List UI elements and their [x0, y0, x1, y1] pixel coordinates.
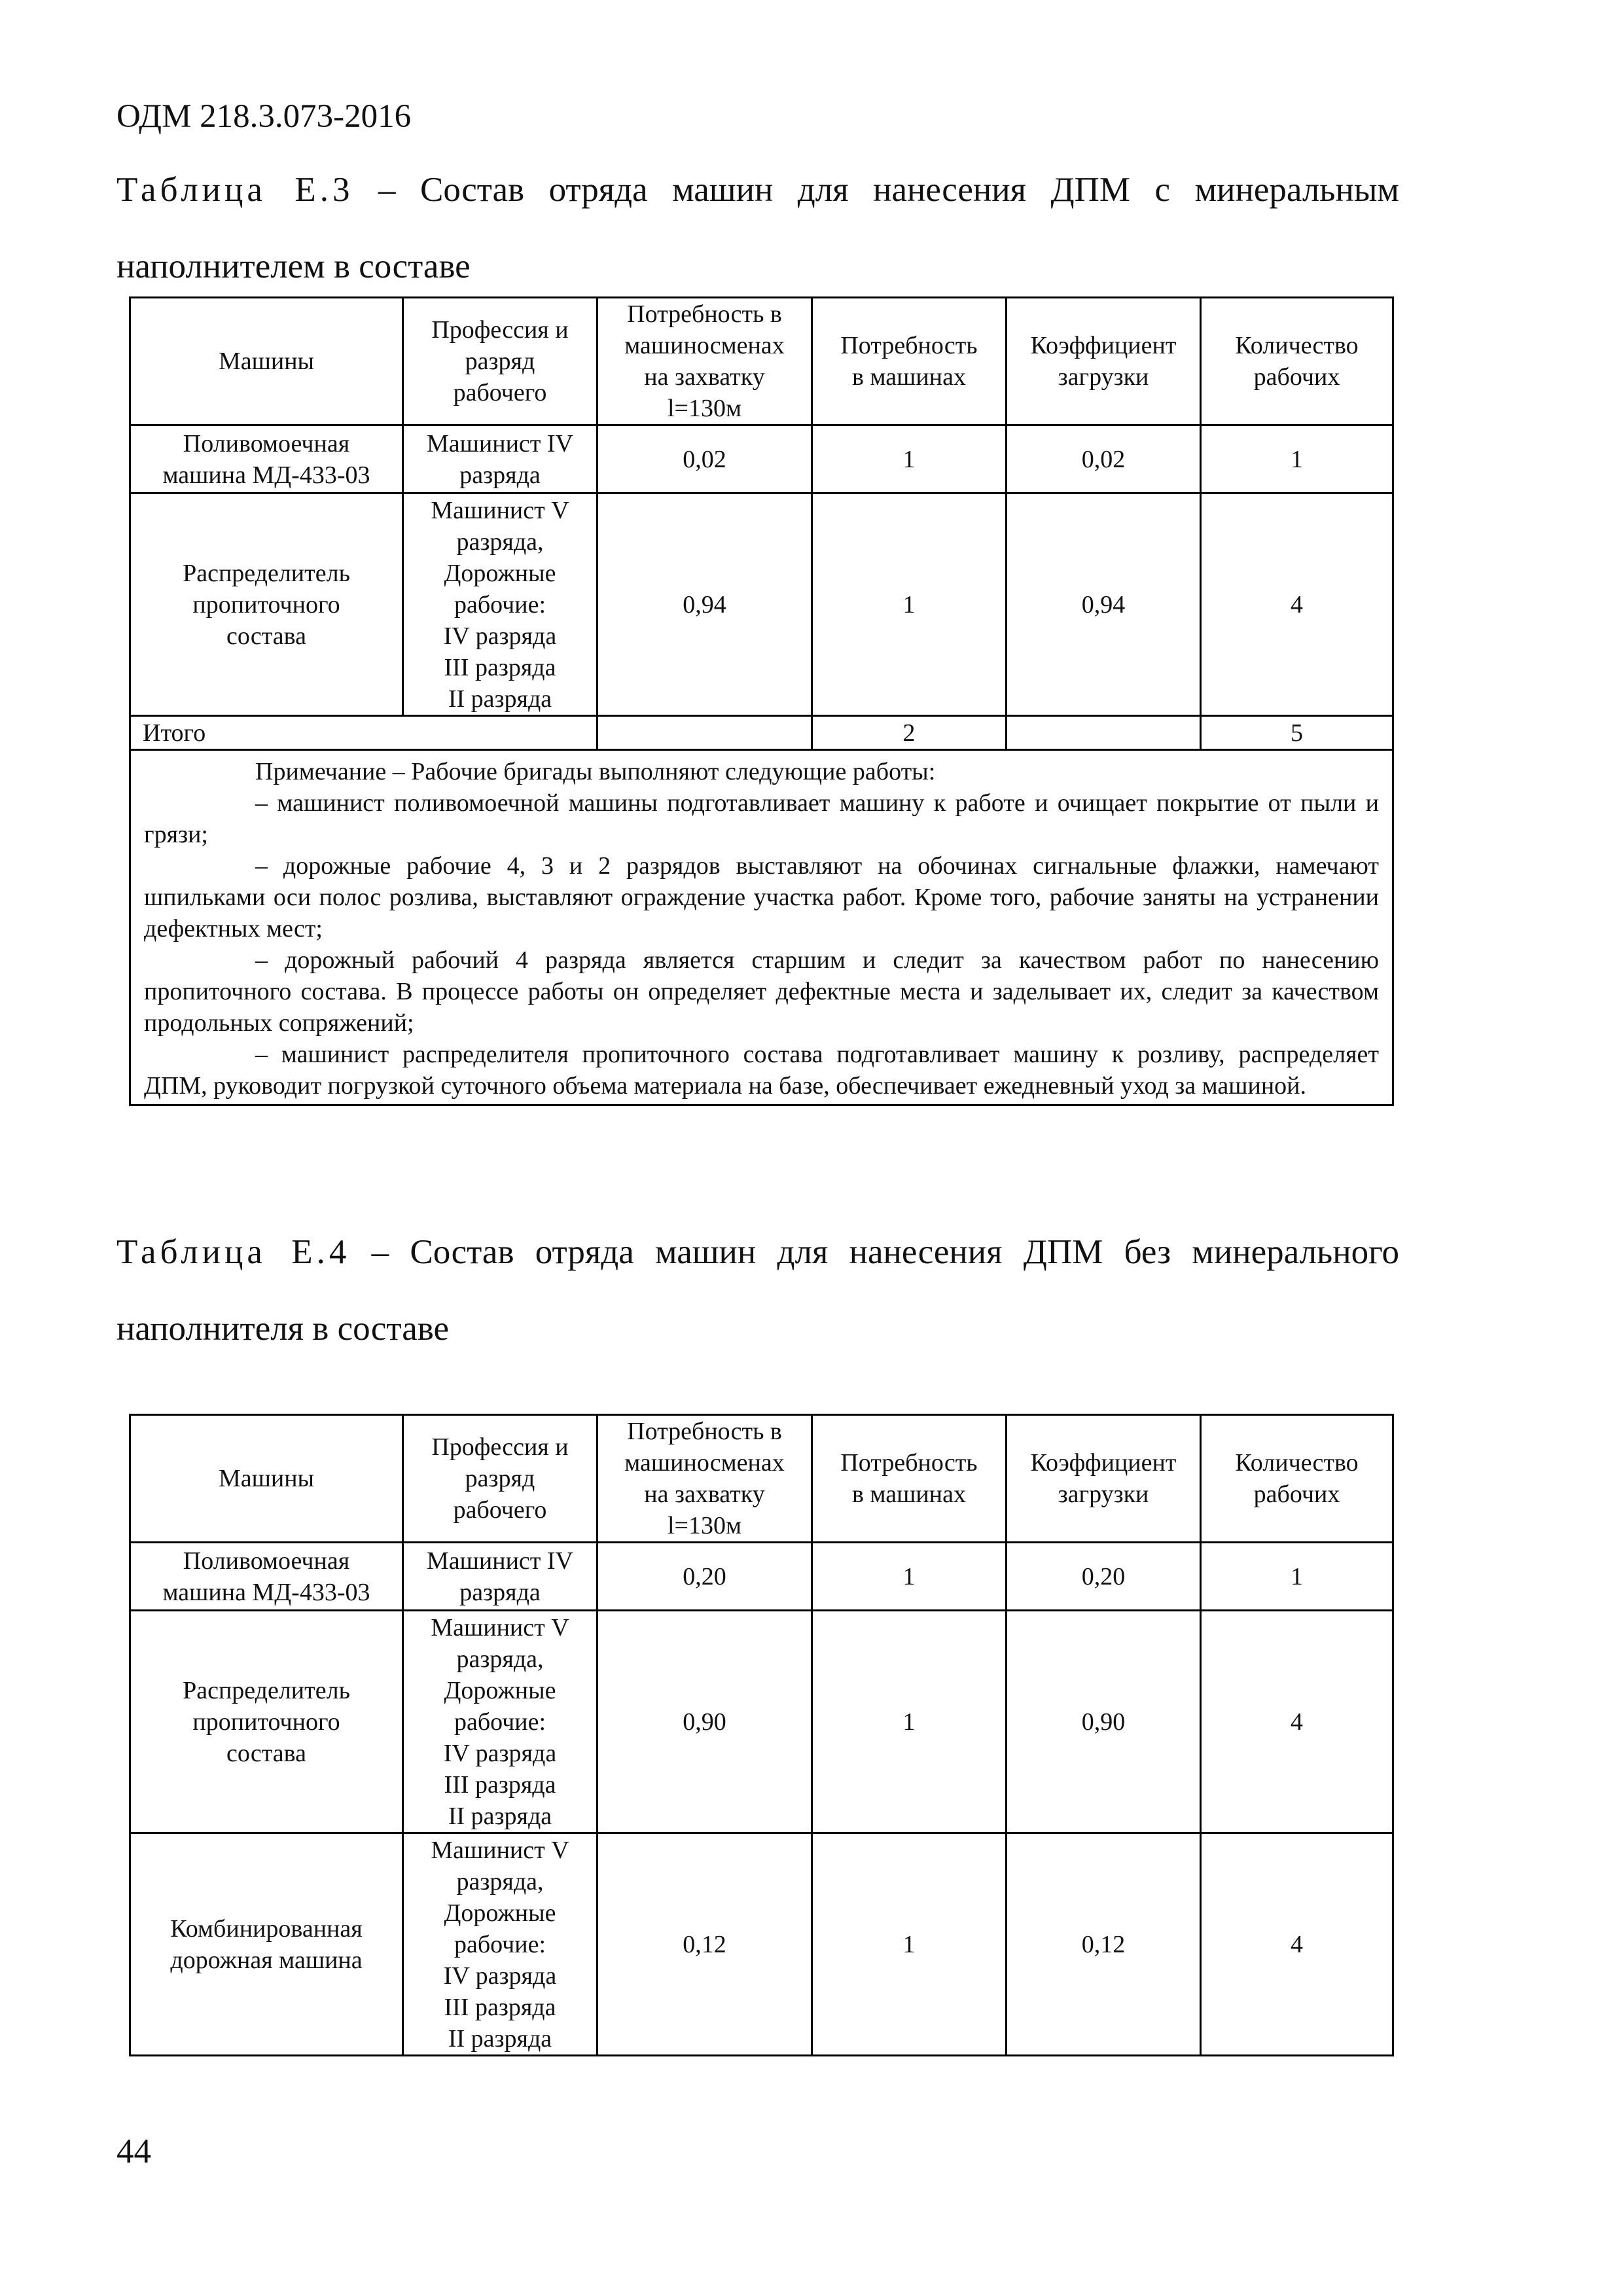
- header-workers: Количество рабочих: [1201, 298, 1393, 425]
- cell-load: 0,20: [1007, 1543, 1201, 1611]
- header-load-factor: Коэффициент загрузки: [1007, 1415, 1201, 1543]
- total-shifts: [597, 716, 812, 750]
- cell-load: 0,90: [1007, 1611, 1201, 1833]
- cell-profession: Машинист V разряда, Дорожные рабочие: IV разряда III разряда II разряда: [403, 1611, 597, 1833]
- note-item: – дорожный рабочий 4 разряда является старшим и следит за качеством работ по нанесению пропиточного состава. В процессе работы он определяет дефектные места и заделывает их, следит за качеством продольных сопряжений;: [144, 946, 1379, 1037]
- cell-workers: 1: [1201, 425, 1393, 493]
- table-e3-caption-label: Таблица Е.3: [116, 171, 354, 209]
- table-e3-caption-text: – Состав отряда машин для нанесения ДПМ с минеральным наполнителем в составе: [116, 171, 1399, 285]
- cell-machine: Распределитель пропиточного состава: [130, 1611, 403, 1833]
- total-label: Итого: [130, 716, 597, 750]
- table-e4: [129, 1414, 1394, 2056]
- table-e3: [129, 296, 1394, 1106]
- table-row: [130, 1833, 1393, 2056]
- cell-machine: Поливомоечная машина МД-433-03: [130, 1543, 403, 1611]
- cell-profession: Машинист V разряда, Дорожные рабочие: IV разряда III разряда II разряда: [403, 1833, 597, 2056]
- header-profession: Профессия и разряд рабочего: [403, 1415, 597, 1543]
- cell-machine: Поливомоечная машина МД-433-03: [130, 425, 403, 493]
- cell-workers: 4: [1201, 493, 1393, 716]
- cell-workers: 4: [1201, 1833, 1393, 2056]
- note-item: – машинист поливомоечной машины подготавливает машину к работе и очищает покрытие от пыли и грязи;: [144, 789, 1379, 848]
- total-count: 2: [812, 716, 1007, 750]
- cell-load: 0,94: [1007, 493, 1201, 716]
- cell-workers: 4: [1201, 1611, 1393, 1833]
- header-need-shifts: Потребность в машиносменах на захватку l=130м: [597, 1415, 812, 1543]
- cell-workers: 1: [1201, 1543, 1393, 1611]
- cell-shifts: 0,02: [597, 425, 812, 493]
- header-load-factor: Коэффициент загрузки: [1007, 298, 1201, 425]
- note-item: – дорожные рабочие 4, 3 и 2 разрядов выставляют на обочинах сигнальные флажки, намечают шпильками оси полос розлива, выставляют ограждение участка работ. Кроме того, рабочие заняты на устранении дефектных мест;: [144, 852, 1379, 942]
- table-e4-caption-label: Таблица Е.4: [116, 1233, 351, 1271]
- header-need-shifts: Потребность в машиносменах на захватку l=130м: [597, 298, 812, 425]
- cell-load: 0,12: [1007, 1833, 1201, 2056]
- cell-shifts: 0,12: [597, 1833, 812, 2056]
- table-e3-caption: [116, 152, 1399, 305]
- table-e3-header-row: [130, 298, 1393, 425]
- header-need-machines: Потребность в машинах: [812, 298, 1007, 425]
- cell-profession: Машинист V разряда, Дорожные рабочие: IV разряда III разряда II разряда: [403, 493, 597, 716]
- note-heading: Примечание – Рабочие бригады выполняют следующие работы:: [255, 758, 936, 785]
- table-row: [130, 1611, 1393, 1833]
- cell-profession: Машинист IV разряда: [403, 1543, 597, 1611]
- cell-count: 1: [812, 1543, 1007, 1611]
- total-load: [1007, 716, 1201, 750]
- table-e4-caption: [116, 1214, 1399, 1367]
- table-row: [130, 493, 1393, 716]
- cell-count: 1: [812, 1833, 1007, 2056]
- cell-profession: Машинист IV разряда: [403, 425, 597, 493]
- cell-machine: Распределитель пропиточного состава: [130, 493, 403, 716]
- page-number: 44: [116, 2132, 151, 2170]
- cell-count: 1: [812, 1611, 1007, 1833]
- table-total-row: [130, 716, 1393, 750]
- header-profession: Профессия и разряд рабочего: [403, 298, 597, 425]
- table-row: [130, 425, 1393, 493]
- cell-shifts: 0,20: [597, 1543, 812, 1611]
- note-item: – машинист распределителя пропиточного состава подготавливает машину к розливу, распределяет ДПМ, руководит погрузкой суточного объема материала на базе, обеспечивает ежедневный уход за машиной.: [144, 1041, 1379, 1100]
- cell-machine: Комбинированная дорожная машина: [130, 1833, 403, 2056]
- cell-count: 1: [812, 425, 1007, 493]
- cell-shifts: 0,90: [597, 1611, 812, 1833]
- header-machines: Машины: [130, 1415, 403, 1543]
- table-row: [130, 1543, 1393, 1611]
- document-code: ОДМ 218.3.073-2016: [116, 98, 412, 135]
- cell-count: 1: [812, 493, 1007, 716]
- total-workers: 5: [1201, 716, 1393, 750]
- table-note: [130, 750, 1393, 1105]
- table-note-row: [130, 750, 1393, 1105]
- table-e4-caption-text: – Состав отряда машин для нанесения ДПМ без минерального наполнителя в составе: [116, 1233, 1399, 1348]
- header-workers: Количество рабочих: [1201, 1415, 1393, 1543]
- header-machines: Машины: [130, 298, 403, 425]
- table-e4-header-row: [130, 1415, 1393, 1543]
- cell-shifts: 0,94: [597, 493, 812, 716]
- header-need-machines: Потребность в машинах: [812, 1415, 1007, 1543]
- cell-load: 0,02: [1007, 425, 1201, 493]
